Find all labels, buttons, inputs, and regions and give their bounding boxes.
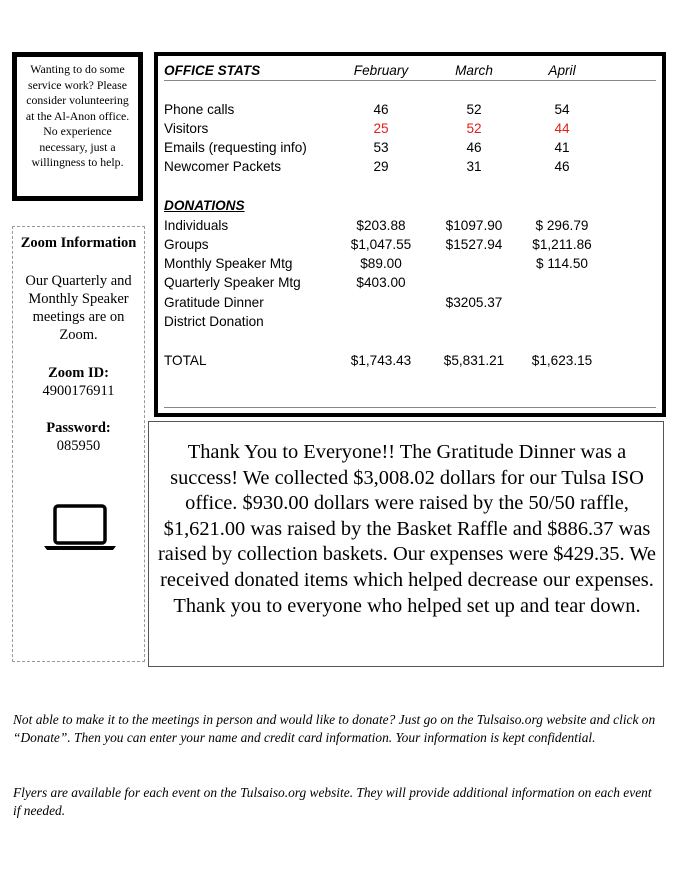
online-donation-note: Not able to make it to the meetings in person and would like to donate? Just go on the Tulsaiso.org website and click on “Donate”. Then you can enter your name and credit card information. Your information is kept confidential.: [13, 712, 656, 746]
flyers-note: Flyers are available for each event on the Tulsaiso.org website. They will provide additional information on each event if needed.: [13, 785, 652, 819]
value-april: 46: [554, 159, 570, 174]
value-april: $ 296.79: [535, 218, 589, 233]
volunteer-callout: [12, 52, 143, 201]
laptop-icon: [42, 503, 118, 553]
value-march: $1527.94: [445, 237, 503, 252]
value-february: $1,047.55: [350, 237, 412, 252]
value-february: 25: [373, 121, 389, 136]
month-march: March: [455, 63, 493, 78]
stats-row-newcomer-packets: [158, 159, 662, 178]
row-label: Monthly Speaker Mtg: [164, 256, 293, 271]
stats-row-phone-calls: [158, 102, 662, 121]
value-march: 52: [466, 102, 482, 117]
volunteer-text: Wanting to do some service work? Please consider volunteering at the Al-Anon office. No experience necessary, just a willingness to help.: [25, 62, 130, 169]
month-february: February: [353, 63, 409, 78]
gratitude-dinner-message: [148, 421, 664, 667]
zoom-id-value: 4900176911: [42, 383, 115, 399]
value-april: $ 114.50: [536, 256, 588, 271]
office-stats-title: OFFICE STATS: [164, 63, 261, 78]
donation-total-row: [158, 353, 662, 372]
zoom-id-label: Zoom ID:: [48, 365, 109, 381]
row-label: Gratitude Dinner: [164, 295, 264, 310]
zoom-password-label: Password:: [46, 420, 111, 436]
row-label: Quarterly Speaker Mtg: [164, 275, 301, 290]
row-label: Visitors: [164, 121, 209, 136]
donation-row-gratitude-dinner: [158, 295, 662, 314]
value-february: 29: [373, 159, 389, 174]
zoom-title: Zoom Information: [20, 235, 137, 251]
header-divider: [164, 80, 656, 81]
total-label: TOTAL: [164, 353, 207, 368]
value-april: 54: [554, 102, 570, 117]
zoom-info-panel: [12, 226, 145, 662]
zoom-description: Our Quarterly and Monthly Speaker meetings are on Zoom.: [25, 273, 132, 343]
row-label: Phone calls: [164, 102, 235, 117]
stats-row-visitors: [158, 121, 662, 140]
value-february: $89.00: [360, 256, 402, 271]
month-april: April: [548, 63, 576, 78]
office-stats-panel: [154, 52, 666, 417]
donation-row-quarterly-speaker: [158, 275, 662, 294]
footer-divider: [164, 407, 656, 408]
row-label: Individuals: [164, 218, 229, 233]
value-april: 41: [554, 140, 570, 155]
value-march: 31: [466, 159, 482, 174]
value-march: $1097.90: [445, 218, 503, 233]
total-april: $1,623.15: [531, 353, 593, 368]
value-april: $1,211.86: [532, 237, 592, 252]
donation-row-groups: [158, 237, 662, 256]
value-march: 52: [466, 121, 482, 136]
value-february: 53: [373, 140, 389, 155]
value-february: $403.00: [356, 275, 406, 290]
value-april: 44: [554, 121, 570, 136]
row-label: Groups: [164, 237, 209, 252]
gratitude-text: Thank You to Everyone!! The Gratitude Dinner was a success! We collected $3,008.02 dollars for our Tulsa ISO office. $930.00 dollars were raised by the 50/50 raffle, $1,621.00 was raised by the Basket Raffle and $886.37 was raised by collection baskets. Our expenses were $429.35. We received donated items which helped decrease our expenses. Thank you to everyone who helped set up and tear down.: [158, 441, 656, 617]
row-label: Newcomer Packets: [164, 159, 282, 174]
donations-title: DONATIONS: [164, 198, 245, 213]
value-february: 46: [373, 102, 389, 117]
stats-row-emails: [158, 140, 662, 159]
row-label: District Donation: [164, 314, 264, 329]
donation-row-individuals: [158, 218, 662, 237]
donations-header-row: [158, 198, 662, 217]
total-march: $5,831.21: [443, 353, 505, 368]
value-march: $3205.37: [445, 295, 503, 310]
zoom-password-value: 085950: [56, 438, 101, 454]
donation-row-monthly-speaker: [158, 256, 662, 275]
value-february: $203.88: [356, 218, 406, 233]
donation-row-district: [158, 314, 662, 333]
row-label: Emails (requesting info): [164, 140, 307, 155]
value-march: 46: [466, 140, 482, 155]
total-february: $1,743.43: [350, 353, 412, 368]
